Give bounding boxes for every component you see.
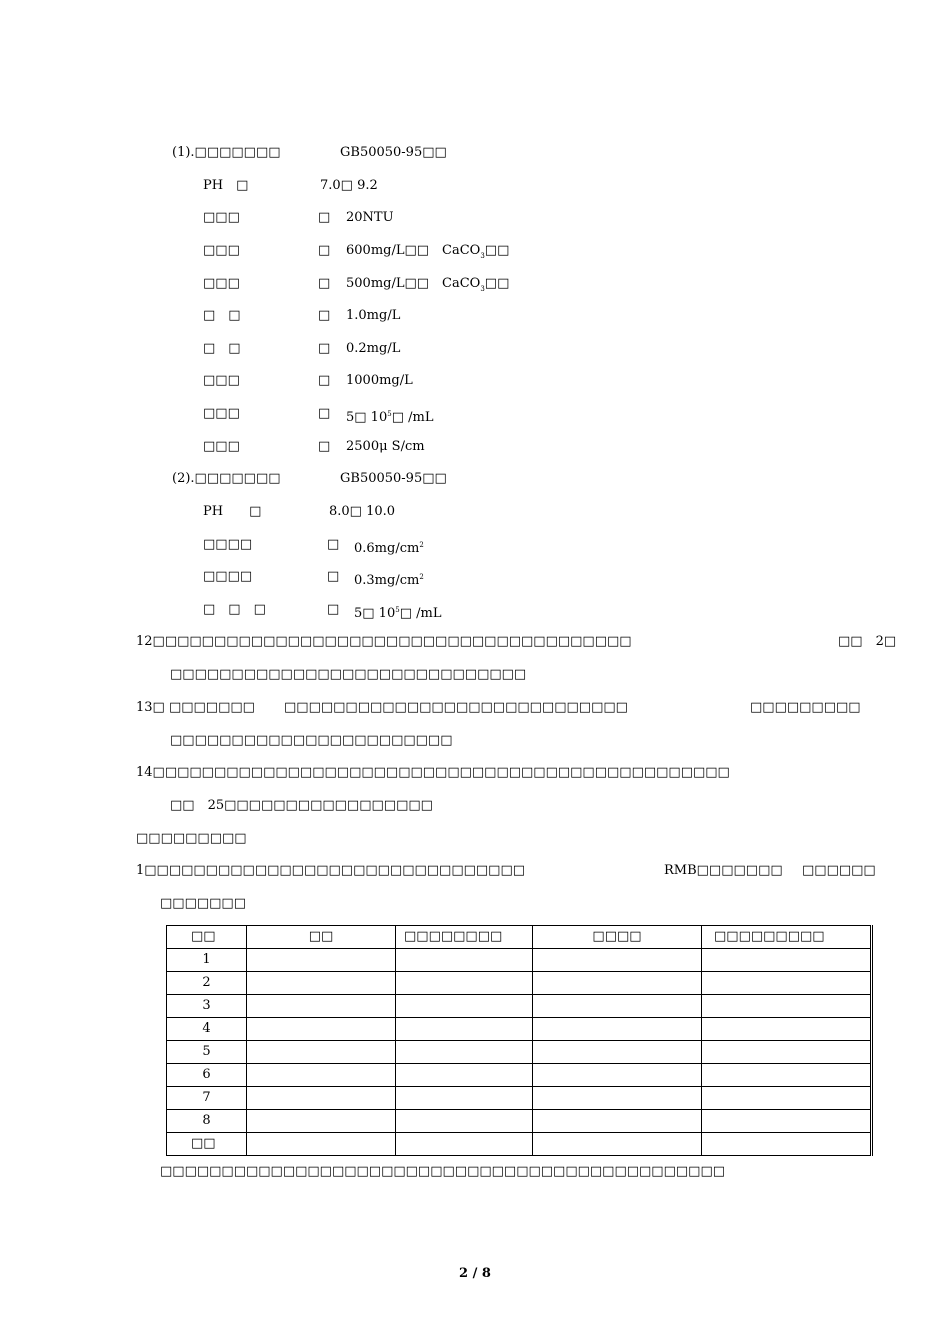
sec1-label-row8: □□□ [203,406,240,421]
table-row-index: 7 [167,1087,247,1110]
table-row [167,949,872,972]
sec2-value-row2: $0.6mg/cm^2$ [354,541,424,556]
table-row [167,972,872,995]
table-row [167,995,872,1018]
sec1-value-row6: 0.2mg/L [346,341,401,356]
sec2-label-ph: PH □ [203,504,262,519]
sec1-label-row4: □□□ [203,276,240,291]
table-row-index: □□ [167,1133,247,1156]
sec2-value-row3: $0.3mg/cm^2$ [354,573,424,588]
table-row-index: 2 [167,972,247,995]
table-header-cell: □□ [247,926,396,949]
table-cell [247,1110,396,1133]
table-cell [702,1133,872,1156]
table-total-row [167,1133,872,1156]
sec1-rel-row5: □ [318,308,331,323]
para-12-line1: 12□□□□□□□□□□□□□□□□□□□□□□□□□□□□□□□□□□□□□□□ [136,634,632,649]
table-cell [247,995,396,1018]
sec1-value-row3: 600mg/L□□ [346,243,430,258]
table-cell [533,1133,702,1156]
table-cell [396,1041,533,1064]
table-cell [396,995,533,1018]
table-cell [247,1018,396,1041]
sec1-value-row9: 2500μ S/cm [346,439,425,454]
table-row-index: 4 [167,1018,247,1041]
table-cell [396,1087,533,1110]
page-number: 2 / 8 [459,1266,491,1281]
sec1-label-row7: □□□ [203,373,240,388]
para-13-start: 13□ □□□□□□□ [136,700,255,715]
table-row-index: 8 [167,1110,247,1133]
sec1-extra-row4: CaCO$_3$□□ [442,276,510,293]
table-cell [702,1110,872,1133]
sec1-label-row6: □ □ [203,341,241,356]
sec1-heading: (1).□□□□□□□ [172,145,281,160]
para-1-line2: □□□□□□□ [160,896,246,911]
table-cell [396,1064,533,1087]
para-12-line2: □□□□□□□□□□□□□□□□□□□□□□□□□□□□□ [170,667,527,682]
sec1-value-row4: 500mg/L□□ [346,276,430,291]
sec2-heading: (2).□□□□□□□ [172,471,281,486]
table-cell [702,949,872,972]
table-row [167,1110,872,1133]
sec1-rel-row6: □ [318,341,331,356]
table-cell [396,1018,533,1041]
sec1-label-turbidity: □□□ [203,210,240,225]
table-cell [396,1110,533,1133]
table-header-cell: □□□□□□□□ [396,926,533,949]
sec2-label-row4: □ □ □ [203,602,266,617]
table-cell [396,1133,533,1156]
sec1-value-turbidity: 20NTU [346,210,394,225]
para-1-rmb: RMB□□□□□□□ [664,863,783,878]
table-cell [247,949,396,972]
sec1-label-row5: □ □ [203,308,241,323]
table-header-row [167,926,872,949]
table-row-index: 1 [167,949,247,972]
para-1-line1: 1□□□□□□□□□□□□□□□□□□□□□□□□□□□□□□□ [136,863,526,878]
table-cell [533,1018,702,1041]
table-cell [396,949,533,972]
table-row-index: 3 [167,995,247,1018]
sec2-value-ph: 8.0□ 10.0 [329,504,396,519]
table-cell [533,1110,702,1133]
sec1-rel-row4: □ [318,276,331,291]
sec1-value-row5: 1.0mg/L [346,308,401,323]
table-cell [247,1133,396,1156]
table-row [167,1087,872,1110]
table-cell [533,995,702,1018]
table-header-cell: □□ [167,926,247,949]
data-table [166,925,873,1156]
para-14-line1: 14□□□□□□□□□□□□□□□□□□□□□□□□□□□□□□□□□□□□□□□□□□□□□□□ [136,765,730,780]
table-cell [247,972,396,995]
sec2-value-row4: 5□ $10^5□$ /mL [354,606,442,621]
table-cell [702,1041,872,1064]
table-row [167,1041,872,1064]
sec1-label-row3: □□□ [203,243,240,258]
sec2-rel-row3: □ [327,569,340,584]
table-note: □□□□□□□□□□□□□□□□□□□□□□□□□□□□□□□□□□□□□□□□□□□□□□ [160,1164,726,1179]
table-cell [533,1087,702,1110]
table-cell [702,972,872,995]
sec1-extra-row3: CaCO$_3$□□ [442,243,510,260]
para-1-tail: □□□□□□ [802,863,876,878]
table-cell [702,1064,872,1087]
sec2-label-row2: □□□□ [203,537,253,552]
sec1-rel-row7: □ [318,373,331,388]
para-13-line2: □□□□□□□□□□□□□□□□□□□□□□□ [170,733,453,748]
sec1-label-row9: □□□ [203,439,240,454]
sec1-label-ph: PH □ [203,178,249,193]
sec1-value-row8: 5□ $10^5□$ /mL [346,410,434,425]
sec2-rel-row2: □ [327,537,340,552]
table-row [167,1064,872,1087]
table-cell [533,1041,702,1064]
table-cell [702,995,872,1018]
sec2-label-row3: □□□□ [203,569,253,584]
sec1-rel-row3: □ [318,243,331,258]
para-13-end: □□□□□□□□□ [750,700,861,715]
table-cell [396,972,533,995]
sec1-standard: GB50050-95□□ [340,145,447,160]
table-header-cell: □□□□ [533,926,702,949]
table-cell [247,1087,396,1110]
sec1-value-ph: 7.0□ 9.2 [320,178,378,193]
sec1-rel-row9: □ [318,439,331,454]
table-row-index: 5 [167,1041,247,1064]
table-cell [247,1064,396,1087]
sec2-standard: GB50050-95□□ [340,471,447,486]
table-cell [702,1087,872,1110]
table-row-index: 6 [167,1064,247,1087]
sec2-rel-row4: □ [327,602,340,617]
table-cell [533,949,702,972]
sec1-value-row7: 1000mg/L [346,373,413,388]
para-12-right: □□ 2□ [838,634,897,649]
table-cell [533,972,702,995]
table-cell [247,1041,396,1064]
section-title: □□□□□□□□□ [136,831,247,846]
para-14-line2: □□ 25□□□□□□□□□□□□□□□□□ [170,798,433,813]
para-13-middle: □□□□□□□□□□□□□□□□□□□□□□□□□□□□ [284,700,628,715]
table-cell [533,1064,702,1087]
table-row [167,1018,872,1041]
sec1-rel-turbidity: □ [318,210,331,225]
sec1-rel-row8: □ [318,406,331,421]
table-header-cell: □□□□□□□□□ [702,926,872,949]
table-cell [702,1018,872,1041]
